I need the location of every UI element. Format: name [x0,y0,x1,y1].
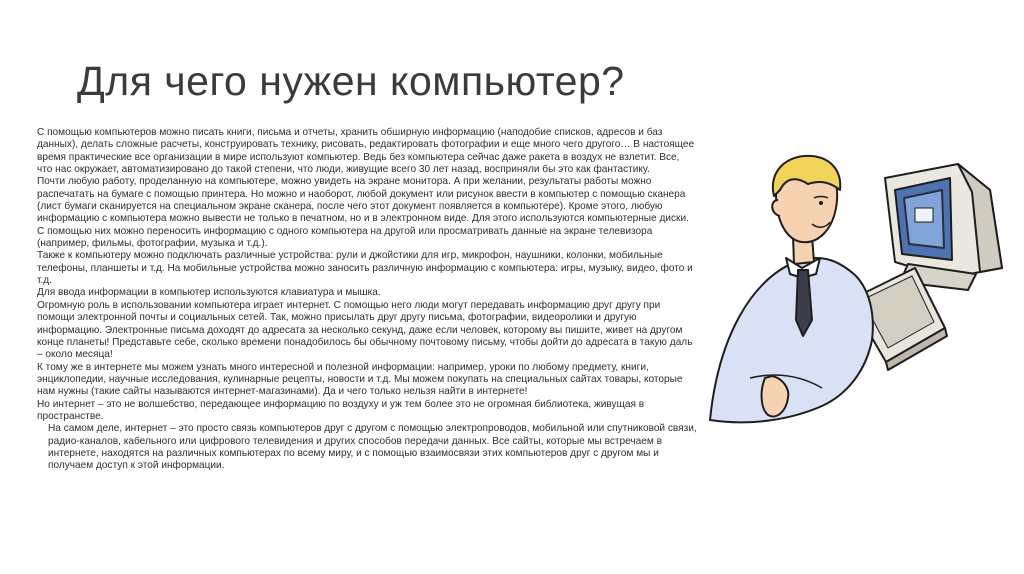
body-paragraph: Также к компьютеру можно подключать различные устройства: рули и джойстики для игр, микрофон, наушники, колонки, мобильные телефоны, планшеты и т.д. На мобильные устройства можно заносить различную информацию с компьютера: игры, музыку, видео, фото и т.д. [37,250,693,287]
body-paragraph: К тому же в интернете мы можем узнать много интересной и полезной информации: например, уроки по любому предмету, книги, энциклопедии, научные исследования, кулинарные рецепты, новости и т.д. Мы можем покупать на специальных сайтах товары, которые нам нужны (такие сайты называются интернет-магазинами). Да и чего только нельзя найти в интернете! [37,361,683,398]
computer-monitor [885,164,1002,290]
body-paragraph: С помощью компьютеров можно писать книги, письма и отчеты, хранить обширную информацию (наподобие списков, адресов и баз данных), делать сложные расчеты, конструировать технику, рисовать, редактировать фотографии и еще много чего другого… В настоящее время практические все организации в мире используют компьютер. Ведь без компьютера сейчас даже ракета в воздух не взлетит. Все, что нас окружает, автоматизировано до такой степени, что люди, живущие всего 30 лет назад, восприняли бы это как фантастику. [37,127,695,176]
body-paragraph: Для ввода информации в компьютер используются клавиатура и мышка. [37,287,381,299]
body-paragraph: Но интернет – это не волшебство, передающее информацию по воздуху и уж тем более это не огромная библиотека, живущая в пространстве. [37,398,645,422]
body-paragraph: Почти любую работу, проделанную на компьютере, можно увидеть на экране монитора. А при желании, результаты работы можно распечатать на бумаге с помощью принтера. Но можно и наоборот, любой документ или рисунок ввести в компьютер с помощью сканера (лист бумаги сканируется на специальном экране сканера, после чего этот документ появляется в компьютере). Кроме этого, любую информацию с компьютера можно вывести не только в печатном, но и в электронном виде. Для этого используются компьютерные диски. С помощью них можно переносить информацию с одного компьютера на другой или просматривать данные на экране телевизора (например, фильмы, фотографии, музыка и т.д.). [37,176,689,250]
body-paragraph: Огромную роль в использовании компьютера играет интернет. С помощью него люди могут передавать информацию друг другу при помощи электронной почты и социальных сетей. Так, можно присылать друг другу письма, фотографии, видеоролики и другую информацию. Электронные письма доходят до адресата за несколько секунд, даже если человек, которому вы пишите, живет на другом конце планеты! Представьте себе, сколько времени понадобилось бы обычному почтовому письму, чтобы дойти до адресата в такую даль – около месяца! [37,299,693,361]
slide-title: Для чего нужен компьютер? [77,58,625,104]
man-figure [710,156,873,422]
body-text [37,127,697,473]
body-paragraph: На самом деле, интернет – это просто связь компьютеров друг с другом с помощью электропроводов, мобильной или спутниковой связи, радио-каналов, кабельного или цифрового телевидения и других способов передачи данных. Все сайты, которые мы встречаем в интернете, находятся на различных компьютерах по всему миру, и с помощью взаимосвязи этих компьютеров друг с другом мы и получаем доступ к этой информации. [48,423,697,472]
man-at-computer-illustration [690,150,1024,430]
